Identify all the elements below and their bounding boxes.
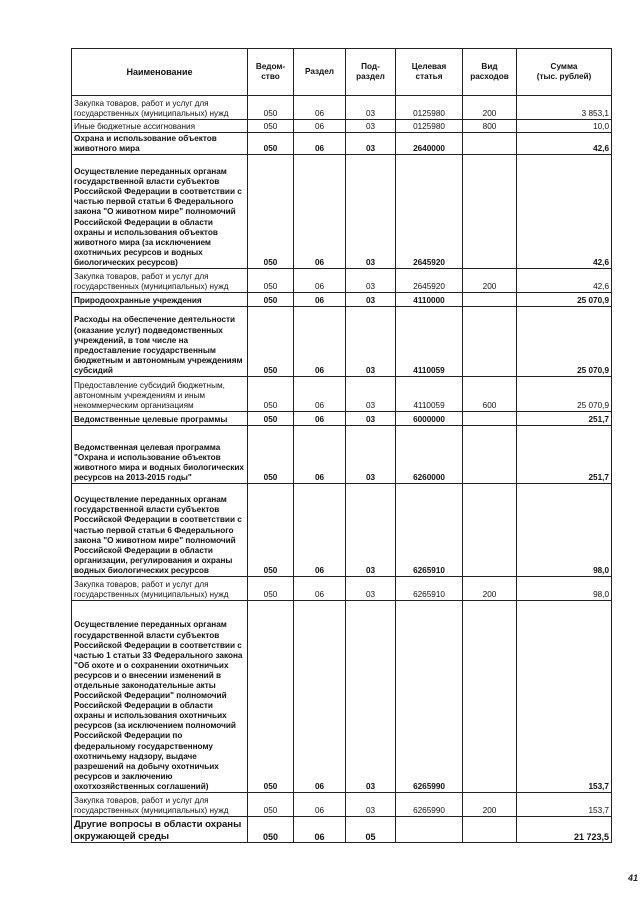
cell-name: Закупка товаров, работ и услуг для государственных (муниципальных) нужд bbox=[72, 793, 248, 817]
cell-amount: 42,6 bbox=[517, 133, 612, 155]
header-type: Вид расходов bbox=[463, 49, 517, 96]
cell-type: 200 bbox=[463, 793, 517, 817]
cell-section: 06 bbox=[294, 426, 346, 484]
table-row bbox=[72, 426, 612, 484]
cell-dept: 050 bbox=[248, 426, 294, 484]
cell-amount: 42,6 bbox=[517, 155, 612, 269]
cell-target: 2640000 bbox=[396, 133, 463, 155]
cell-name: Осуществление переданных органам государственной власти субъектов Российской Федерации в соответствии с частью первой статьи 6 Федерального закона "О животном мире" полномочий Российской Федерации в области охраны и использования объектов животного мира (за исключением охотничьих ресурсов и водных биологических ресурсов) bbox=[72, 155, 248, 269]
cell-type bbox=[463, 155, 517, 269]
table-row bbox=[72, 269, 612, 293]
cell-target bbox=[396, 817, 463, 843]
cell-section: 06 bbox=[294, 133, 346, 155]
cell-section: 06 bbox=[294, 412, 346, 426]
cell-name: Природоохранные учреждения bbox=[72, 293, 248, 307]
cell-subsection: 03 bbox=[346, 133, 396, 155]
table-row bbox=[72, 120, 612, 133]
cell-type bbox=[463, 817, 517, 843]
cell-subsection: 03 bbox=[346, 120, 396, 133]
cell-dept: 050 bbox=[248, 133, 294, 155]
cell-amount: 10,0 bbox=[517, 120, 612, 133]
table-row bbox=[72, 155, 612, 269]
table-row bbox=[72, 793, 612, 817]
cell-amount: 25 070,9 bbox=[517, 293, 612, 307]
cell-target: 6000000 bbox=[396, 412, 463, 426]
cell-amount: 42,6 bbox=[517, 269, 612, 293]
cell-target: 6265990 bbox=[396, 793, 463, 817]
cell-subsection: 03 bbox=[346, 155, 396, 269]
cell-amount: 25 070,9 bbox=[517, 307, 612, 377]
cell-dept: 050 bbox=[248, 96, 294, 120]
cell-target: 6265990 bbox=[396, 601, 463, 793]
cell-name: Закупка товаров, работ и услуг для государственных (муниципальных) нужд bbox=[72, 96, 248, 120]
cell-dept: 050 bbox=[248, 793, 294, 817]
cell-target: 6265910 bbox=[396, 484, 463, 577]
header-amount: Сумма (тыс. рублей) bbox=[517, 49, 612, 96]
cell-name: Закупка товаров, работ и услуг для государственных (муниципальных) нужд bbox=[72, 269, 248, 293]
cell-type: 200 bbox=[463, 96, 517, 120]
cell-type: 200 bbox=[463, 577, 517, 601]
cell-name: Ведомственные целевые программы bbox=[72, 412, 248, 426]
cell-amount: 98,0 bbox=[517, 484, 612, 577]
table-row bbox=[72, 484, 612, 577]
cell-section: 06 bbox=[294, 377, 346, 412]
cell-target: 0125980 bbox=[396, 120, 463, 133]
cell-amount: 21 723,5 bbox=[517, 817, 612, 843]
cell-name: Другие вопросы в области охраны окружающей среды bbox=[72, 817, 248, 843]
table-row bbox=[72, 817, 612, 843]
table-row bbox=[72, 133, 612, 155]
cell-name: Осуществление переданных органам государственной власти субъектов Российской Федерации в соответствии с частью первой статьи 6 Федерального закона "О животном мире" полномочий Российской Федерации в области организации, регулирования и охраны водных биологических ресурсов bbox=[72, 484, 248, 577]
cell-dept: 050 bbox=[248, 817, 294, 843]
cell-amount: 25 070,9 bbox=[517, 377, 612, 412]
cell-subsection: 03 bbox=[346, 307, 396, 377]
cell-subsection: 03 bbox=[346, 426, 396, 484]
cell-dept: 050 bbox=[248, 601, 294, 793]
cell-section: 06 bbox=[294, 96, 346, 120]
cell-amount: 153,7 bbox=[517, 601, 612, 793]
cell-name: Охрана и использование объектов животного мира bbox=[72, 133, 248, 155]
cell-target: 2645920 bbox=[396, 155, 463, 269]
cell-subsection: 03 bbox=[346, 96, 396, 120]
cell-type: 800 bbox=[463, 120, 517, 133]
cell-name: Иные бюджетные ассигнования bbox=[72, 120, 248, 133]
header-section: Раздел bbox=[294, 49, 346, 96]
cell-section: 06 bbox=[294, 120, 346, 133]
cell-amount: 153,7 bbox=[517, 793, 612, 817]
cell-type bbox=[463, 601, 517, 793]
cell-dept: 050 bbox=[248, 120, 294, 133]
cell-section: 06 bbox=[294, 155, 346, 269]
table-row bbox=[72, 307, 612, 377]
cell-name: Ведомственная целевая программа "Охрана и использование объектов животного мира и водных биологических ресурсов на 2013-2015 годы" bbox=[72, 426, 248, 484]
cell-subsection: 03 bbox=[346, 293, 396, 307]
cell-target: 2645920 bbox=[396, 269, 463, 293]
cell-section: 06 bbox=[294, 293, 346, 307]
cell-subsection: 03 bbox=[346, 377, 396, 412]
cell-subsection: 03 bbox=[346, 793, 396, 817]
cell-dept: 050 bbox=[248, 577, 294, 601]
cell-target: 4110000 bbox=[396, 293, 463, 307]
cell-section: 06 bbox=[294, 601, 346, 793]
table-row bbox=[72, 412, 612, 426]
cell-subsection: 03 bbox=[346, 484, 396, 577]
table-row bbox=[72, 577, 612, 601]
table-row bbox=[72, 377, 612, 412]
table-row bbox=[72, 293, 612, 307]
budget-table bbox=[71, 48, 612, 843]
cell-dept: 050 bbox=[248, 293, 294, 307]
header-dept: Ведом- ство bbox=[248, 49, 294, 96]
cell-dept: 050 bbox=[248, 377, 294, 412]
cell-section: 06 bbox=[294, 269, 346, 293]
cell-target: 6265910 bbox=[396, 577, 463, 601]
cell-name: Расходы на обеспечение деятельности (оказание услуг) подведомственных учреждений, в том числе на предоставление государственным бюджетным и автономным учреждениям субсидий bbox=[72, 307, 248, 377]
cell-dept: 050 bbox=[248, 484, 294, 577]
cell-section: 06 bbox=[294, 817, 346, 843]
cell-target: 0125980 bbox=[396, 96, 463, 120]
cell-subsection: 05 bbox=[346, 817, 396, 843]
cell-dept: 050 bbox=[248, 412, 294, 426]
cell-section: 06 bbox=[294, 484, 346, 577]
cell-name: Предоставление субсидий бюджетным, автономным учреждениям и иным некоммерческим организациям bbox=[72, 377, 248, 412]
cell-target: 6260000 bbox=[396, 426, 463, 484]
cell-type bbox=[463, 412, 517, 426]
cell-subsection: 03 bbox=[346, 601, 396, 793]
cell-amount: 251,7 bbox=[517, 426, 612, 484]
cell-type: 200 bbox=[463, 269, 517, 293]
cell-type bbox=[463, 426, 517, 484]
cell-type bbox=[463, 293, 517, 307]
cell-amount: 3 853,1 bbox=[517, 96, 612, 120]
cell-dept: 050 bbox=[248, 269, 294, 293]
table-body bbox=[72, 96, 612, 843]
table-row bbox=[72, 96, 612, 120]
cell-subsection: 03 bbox=[346, 412, 396, 426]
table-header-row bbox=[72, 49, 612, 96]
cell-type bbox=[463, 484, 517, 577]
cell-type: 600 bbox=[463, 377, 517, 412]
header-target: Целевая статья bbox=[396, 49, 463, 96]
cell-amount: 98,0 bbox=[517, 577, 612, 601]
header-name: Наименование bbox=[72, 49, 248, 96]
cell-amount: 251,7 bbox=[517, 412, 612, 426]
cell-name: Закупка товаров, работ и услуг для государственных (муниципальных) нужд bbox=[72, 577, 248, 601]
cell-type bbox=[463, 133, 517, 155]
cell-target: 4110059 bbox=[396, 307, 463, 377]
page-number: 41 bbox=[627, 873, 638, 883]
cell-subsection: 03 bbox=[346, 577, 396, 601]
cell-section: 06 bbox=[294, 577, 346, 601]
cell-type bbox=[463, 307, 517, 377]
cell-dept: 050 bbox=[248, 155, 294, 269]
cell-target: 4110059 bbox=[396, 377, 463, 412]
cell-name: Осуществление переданных органам государственной власти субъектов Российской Федерации в соответствии с частью 1 статьи 33 Федерального закона "Об охоте и о сохранении охотничьих ресурсов и о внесении изменений в отдельные законодательные акты Российской Федерации" полномочий Российской Федерации в области охраны и использования охотничьих ресурсов (за исключением полномочий Российской Федерации по федеральному государственному охотничьему надзору, выдаче разрешений на добычу охотничьих ресурсов и заключению охотхозяйственных соглашений) bbox=[72, 601, 248, 793]
header-subsection: Под- раздел bbox=[346, 49, 396, 96]
cell-section: 06 bbox=[294, 307, 346, 377]
cell-dept: 050 bbox=[248, 307, 294, 377]
cell-section: 06 bbox=[294, 793, 346, 817]
table-row bbox=[72, 601, 612, 793]
cell-subsection: 03 bbox=[346, 269, 396, 293]
